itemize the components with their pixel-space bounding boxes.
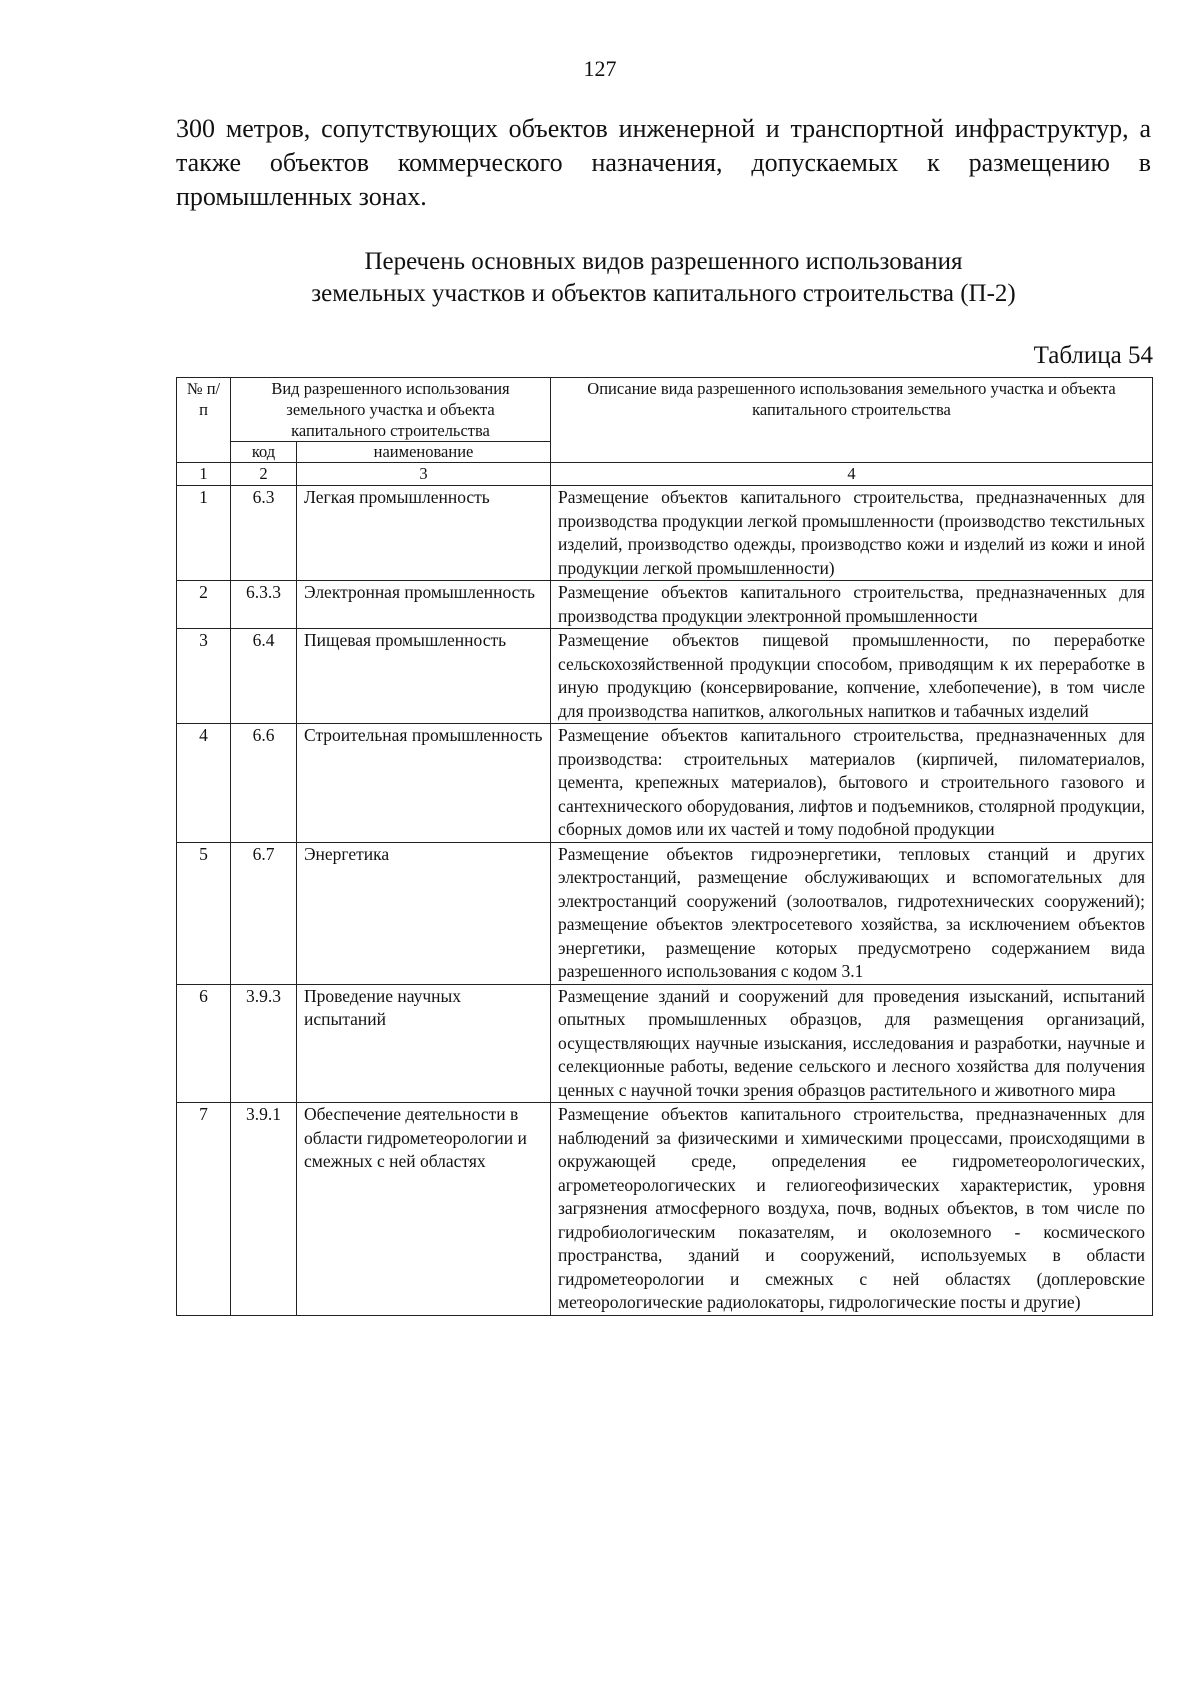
row-number: 6 xyxy=(177,984,231,1103)
row-name: Строительная промышленность xyxy=(297,724,551,843)
row-description: Размещение зданий и сооружений для проведения изысканий, испытаний опытных промышленных образцов, для размещения организаций, осуществляющих научные изыскания, исследования и разработки, научные и селекционные работы, ведение сельского и лесного хозяйства для получения ценных с научной точки зрения образцов растительного и животного мира xyxy=(551,984,1153,1103)
header-type-group: Вид разрешенного использования земельного участка и объекта капитального строительства xyxy=(231,378,551,442)
row-name: Энергетика xyxy=(297,842,551,984)
header-description: Описание вида разрешенного использования земельного участка и объекта капитального строительства xyxy=(551,378,1153,463)
table-row xyxy=(177,486,1153,581)
intro-paragraph: 300 метров, сопутствующих объектов инженерной и транспортной инфраструктур, а также объектов коммерческого назначения, допускаемых к размещению в промышленных зонах. xyxy=(176,114,1151,211)
row-description: Размещение объектов капитального строительства, предназначенных для производства продукции электронной промышленности xyxy=(551,581,1153,629)
row-name: Проведение научных испытаний xyxy=(297,984,551,1103)
table-label: Таблица 54 xyxy=(1033,342,1153,369)
row-name: Электронная промышленность xyxy=(297,581,551,629)
row-code: 3.9.3 xyxy=(231,984,297,1103)
row-number: 2 xyxy=(177,581,231,629)
page-number: 127 xyxy=(583,56,617,81)
section-heading-line-1: Перечень основных видов разрешенного использования xyxy=(364,248,963,275)
row-code: 6.3 xyxy=(231,486,297,581)
row-code: 6.3.3 xyxy=(231,581,297,629)
table-row xyxy=(177,984,1153,1103)
table-row xyxy=(177,1103,1153,1316)
row-description: Размещение объектов гидроэнергетики, тепловых станций и других электростанций, размещение обслуживающих и вспомогательных для электростанций сооружений (золоотвалов, гидротехнических сооружений); размещение объектов электросетевого хозяйства, за исключением объектов энергетики, размещение которых предусмотрено содержанием вида разрешенного использования с кодом 3.1 xyxy=(551,842,1153,984)
column-number: 4 xyxy=(551,463,1153,486)
row-description: Размещение объектов капитального строительства, предназначенных для производства продукции легкой промышленности (производство текстильных изделий, производство одежды, производство кожи и изделий из кожи и иной продукции легкой промышленности) xyxy=(551,486,1153,581)
row-description: Размещение объектов пищевой промышленности, по переработке сельскохозяйственной продукции способом, приводящим к их переработке в иную продукцию (консервирование, копчение, хлебопечение), в том числе для производства напитков, алкогольных напитков и табачных изделий xyxy=(551,629,1153,724)
column-number: 1 xyxy=(177,463,231,486)
header-name: наименование xyxy=(297,442,551,463)
row-description: Размещение объектов капитального строительства, предназначенных для наблюдений за физическими и химическими процессами, происходящими в окружающей среде, определения ее гидрометеорологических, агрометеорологических и гелиогеофизических характеристик, уровня загрязнения атмосферного воздуха, почв, водных объектов, в том числе по гидробиологическим показателям, и околоземного - космического пространства, зданий и сооружений, используемых в области гидрометеорологии и смежных с ней областях (доплеровские метеорологические радиолокаторы, гидрологические посты и другие) xyxy=(551,1103,1153,1316)
row-number: 3 xyxy=(177,629,231,724)
row-number: 4 xyxy=(177,724,231,843)
row-number: 5 xyxy=(177,842,231,984)
header-code: код xyxy=(231,442,297,463)
row-number: 1 xyxy=(177,486,231,581)
row-code: 6.7 xyxy=(231,842,297,984)
row-number: 7 xyxy=(177,1103,231,1316)
row-name: Обеспечение деятельности в области гидрометеорологии и смежных с ней областях xyxy=(297,1103,551,1316)
table-row xyxy=(177,581,1153,629)
header-number: № п/п xyxy=(177,378,231,463)
row-code: 6.4 xyxy=(231,629,297,724)
table-row xyxy=(177,724,1153,843)
table-row xyxy=(177,842,1153,984)
row-code: 6.6 xyxy=(231,724,297,843)
row-name: Пищевая промышленность xyxy=(297,629,551,724)
section-heading xyxy=(176,246,1151,310)
row-code: 3.9.1 xyxy=(231,1103,297,1316)
land-use-table xyxy=(176,377,1153,1316)
section-heading-line-2: земельных участков и объектов капитального строительства (П-2) xyxy=(311,280,1016,307)
column-number: 3 xyxy=(297,463,551,486)
table-row xyxy=(177,629,1153,724)
column-number-row xyxy=(177,463,1153,486)
row-name: Легкая промышленность xyxy=(297,486,551,581)
column-number: 2 xyxy=(231,463,297,486)
row-description: Размещение объектов капитального строительства, предназначенных для производства: строительных материалов (кирпичей, пиломатериалов, цемента, крепежных материалов), бытового и строительного газового и сантехнического оборудования, лифтов и подъемников, столярной продукции, сборных домов или их частей и тому подобной продукции xyxy=(551,724,1153,843)
